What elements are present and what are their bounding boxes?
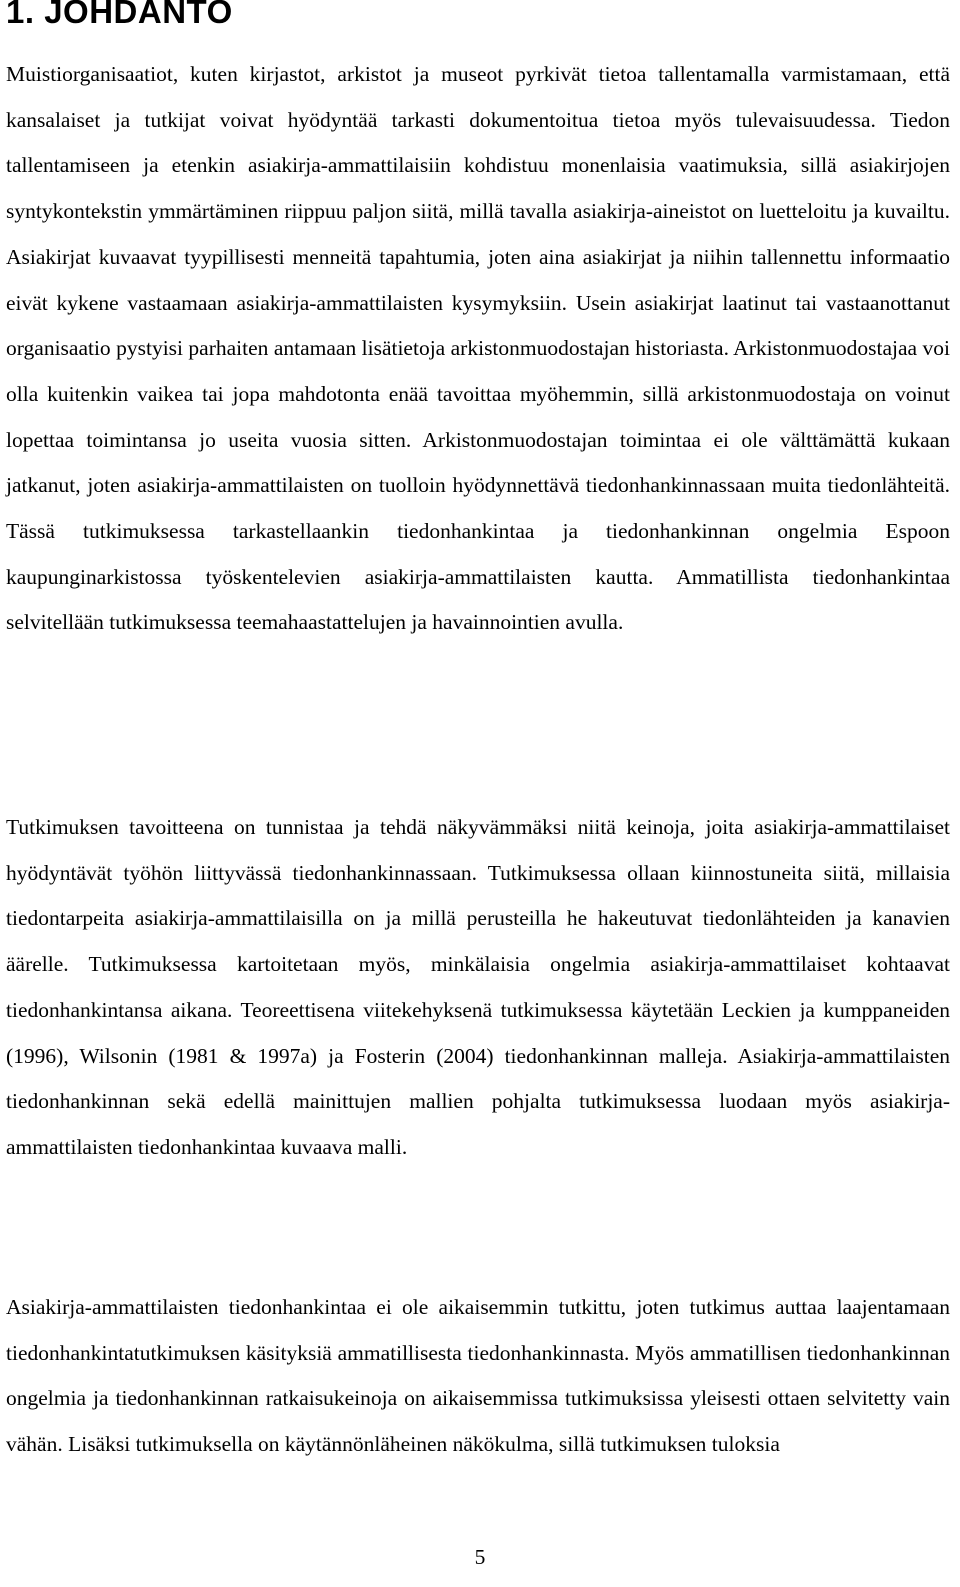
paragraph-intro: Muistiorganisaatiot, kuten kirjastot, arkistot ja museot pyrkivät tietoa tallentamalla varmistamaan, että kansalaiset ja tutkijat voivat hyödyntää tarkasti dokumentoitua tietoa myös tulevaisuudessa. Tiedon tallentamiseen ja etenkin asiakirja-ammattilaisiin kohdistuu monenlaisia vaatimuksia, sillä asiakirjojen syntykontekstin ymmärtäminen riippuu paljon siitä, millä tavalla asiakirja-aineistot on luetteloitu ja kuvailtu. Asiakirjat kuvaavat tyypillisesti menneitä tapahtumia, joten aina asiakirjat ja niihin tallennettu informaatio eivät kykene vastaamaan asiakirja-ammattilaisten kysymyksiin. Usein asiakirjat laatinut tai vastaanottanut organisaatio pystyisi parhaiten antamaan lisätietoja arkistonmuodostajan historiasta. Arkistonmuodostajaa voi olla kuitenkin vaikea tai jopa mahdotonta enää tavoittaa myöhemmin, sillä arkistonmuodostaja on voinut lopettaa toimintansa jo useita vuosia sitten. Arkistonmuodostajan toimintaa ei ole välttämättä kukaan jatkanut, joten asiakirja-ammattilaisten on tuolloin hyödynnettävä tiedonhankinnassaan muita tiedonlähteitä. Tässä tutkimuksessa tarkastellaankin tiedonhankintaa ja tiedonhankinnan ongelmia Espoon kaupunginarkistossa työskentelevien asiakirja-ammattilaisten kautta. Ammatillista tiedonhankintaa selvitellään tutkimuksessa teemahaastattelujen ja havainnointien avulla. [6, 62, 950, 635]
paragraph-significance: Asiakirja-ammattilaisten tiedonhankintaa ei ole aikaisemmin tutkittu, joten tutkimus auttaa laajentamaan tiedonhankintatutkimuksen käsityksiä ammatillisesta tiedonhankinnasta. Myös ammatillisen tiedonhankinnan ongelmia ja tiedonhankinnan ratkaisukeinoja on aikaisemmissa tutkimuksissa yleisesti ottaen selvitetty vain vähän. Lisäksi tutkimuksella on käytännönläheinen näkökulma, sillä tutkimuksen tuloksia [6, 1295, 950, 1457]
paragraph-aims: Tutkimuksen tavoitteena on tunnistaa ja tehdä näkyvämmäksi niitä keinoja, joita asiakirja-ammattilaiset hyödyntävät työhön liittyvässä tiedonhankinnassaan. Tutkimuksessa ollaan kiinnostuneita siitä, millaisia tiedontarpeita asiakirja-ammattilaisilla on ja millä perusteilla he hakeutuvat tiedonlähteiden ja kanavien äärelle. Tutkimuksessa kartoitetaan myös, minkälaisia ongelmia asiakirja-ammattilaiset kohtaavat tiedonhankintansa aikana. Teoreettisena viitekehyksenä tutkimuksessa käytetään Leckien ja kumppaneiden (1996), Wilsonin (1981 & 1997a) ja Fosterin (2004) tiedonhankinnan malleja. Asiakirja-ammattilaisten tiedonhankinnan sekä edellä mainittujen mallien pohjalta tutkimuksessa luodaan myös asiakirja-ammattilaisten tiedonhankintaa kuvaava malli. [6, 815, 950, 1159]
page-number: 5 [474, 1545, 486, 1569]
chapter-heading: 1. JOHDANTO [6, 0, 233, 30]
